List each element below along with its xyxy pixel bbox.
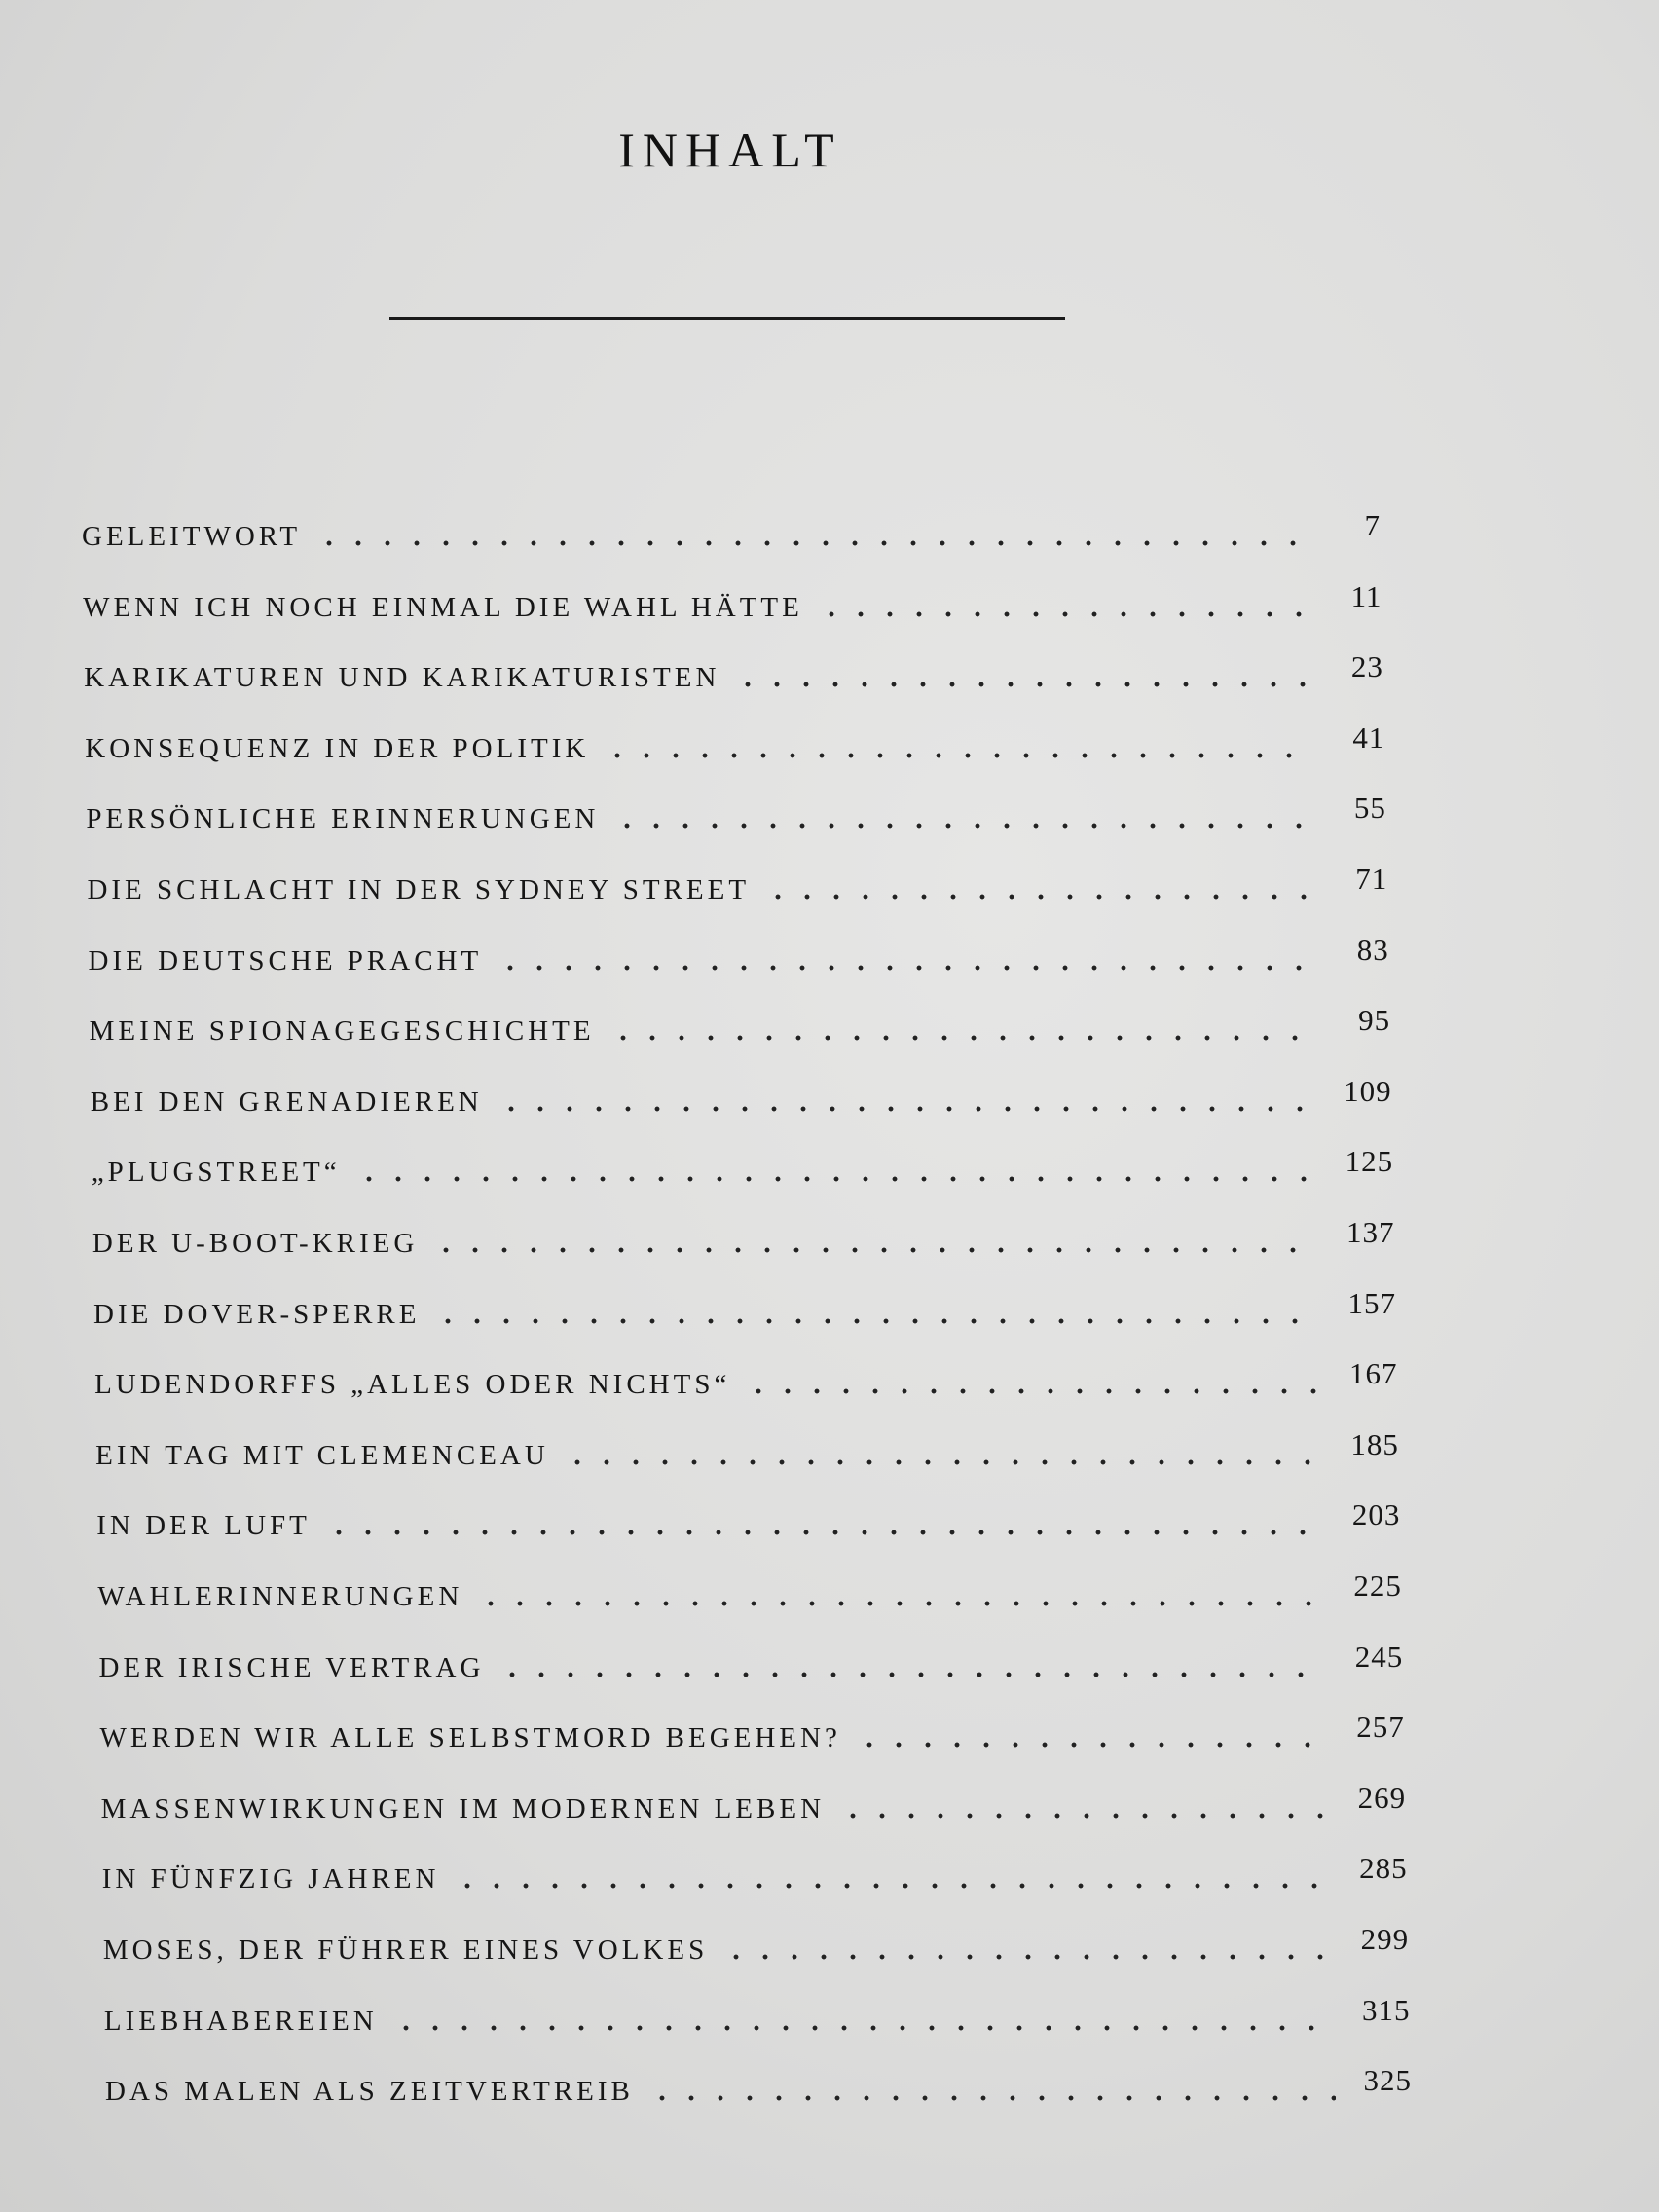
toc-entry-title: GELEITWORT bbox=[82, 521, 302, 552]
toc-entry-title: PERSÖNLICHE ERINNERUNGEN bbox=[86, 803, 600, 835]
toc-entry-page: 41 bbox=[1352, 719, 1385, 755]
toc-entry-title: DER U-BOOT-KRIEG bbox=[92, 1228, 419, 1259]
toc-entry-page: 203 bbox=[1351, 1497, 1401, 1532]
toc-entry bbox=[103, 1918, 1409, 1972]
toc-entry-title: DIE DEUTSCHE PRACHT bbox=[88, 944, 483, 977]
toc-entry-page: 125 bbox=[1345, 1144, 1394, 1179]
toc-entry-title: IN FÜNFZIG JAHREN bbox=[101, 1863, 440, 1896]
toc-entry bbox=[91, 1070, 1392, 1124]
dot-leader bbox=[603, 752, 1309, 759]
toc-entry bbox=[93, 1282, 1396, 1337]
toc-entry-title: DIE SCHLACHT IN DER SYDNEY STREET bbox=[87, 874, 751, 905]
toc-entry-page: 95 bbox=[1358, 1003, 1391, 1038]
toc-entry-title: BEI DEN GRENADIEREN bbox=[90, 1086, 483, 1118]
dot-leader bbox=[314, 539, 1305, 547]
toc-entry bbox=[105, 2059, 1412, 2114]
toc-entry-title: DAS MALEN ALS ZEITVERTREIB bbox=[105, 2076, 634, 2108]
toc-entry-page: 167 bbox=[1348, 1356, 1398, 1391]
toc-entry bbox=[100, 1706, 1405, 1760]
dot-leader bbox=[391, 2024, 1335, 2032]
toc-entry-title: MASSENWIRKUNGEN IM MODERNEN LEBEN bbox=[100, 1792, 826, 1825]
toc-entry bbox=[89, 929, 1389, 983]
toc-entry bbox=[94, 1352, 1397, 1407]
toc-entry bbox=[98, 1636, 1403, 1690]
toc-entry bbox=[95, 1423, 1399, 1478]
toc-entry-title: KONSEQUENZ IN DER POLITIK bbox=[85, 732, 590, 764]
dot-leader bbox=[647, 2094, 1336, 2102]
toc-entry-page: 71 bbox=[1355, 862, 1388, 896]
toc-entry bbox=[97, 1565, 1401, 1619]
dot-leader bbox=[612, 822, 1309, 830]
toc-entry-page: 269 bbox=[1357, 1780, 1407, 1815]
toc-entry bbox=[87, 858, 1387, 912]
toc-entry-page: 23 bbox=[1350, 649, 1383, 684]
toc-entry-title: WERDEN WIR ALLE SELBSTMORD BEGEHEN? bbox=[99, 1722, 841, 1754]
toc-entry bbox=[83, 575, 1382, 630]
toc-entry-page: 55 bbox=[1353, 791, 1386, 826]
toc-entry-title: „PLUGSTREET“ bbox=[91, 1157, 341, 1189]
toc-entry-page: 225 bbox=[1353, 1568, 1402, 1603]
toc-entry-page: 257 bbox=[1356, 1710, 1405, 1745]
toc-entry bbox=[92, 1140, 1393, 1195]
dot-leader bbox=[608, 1034, 1315, 1042]
dot-leader bbox=[855, 1741, 1329, 1749]
toc-entry bbox=[84, 645, 1383, 700]
toc-entry-page: 245 bbox=[1354, 1639, 1404, 1674]
toc-entry-title: KARIKATUREN UND KARIKATURISTEN bbox=[84, 662, 720, 694]
toc-entry-title: WAHLERINNERUNGEN bbox=[97, 1581, 463, 1612]
toc-entry bbox=[90, 999, 1391, 1053]
toc-entry bbox=[101, 1777, 1407, 1831]
toc-entry-page: 185 bbox=[1350, 1426, 1399, 1461]
dot-leader bbox=[497, 1105, 1316, 1113]
toc-entry-title: LUDENDORFFS „ALLES ODER NICHTS“ bbox=[94, 1369, 731, 1401]
toc-entry-page: 7 bbox=[1364, 508, 1381, 542]
page-title: INHALT bbox=[618, 123, 842, 177]
dot-leader bbox=[476, 1600, 1326, 1607]
toc-entry-title: IN DER LUFT bbox=[96, 1510, 311, 1542]
dot-leader bbox=[721, 1953, 1333, 1961]
dot-leader bbox=[733, 681, 1307, 688]
toc-entry-title: DER IRISCHE VERTRAG bbox=[98, 1651, 485, 1683]
toc-entry bbox=[104, 1989, 1411, 2044]
toc-entry bbox=[86, 787, 1385, 841]
toc-entry bbox=[92, 1211, 1395, 1266]
toc-entry-page: 299 bbox=[1360, 1922, 1410, 1956]
dot-leader bbox=[324, 1529, 1324, 1536]
dot-leader bbox=[563, 1458, 1323, 1466]
toc-entry-page: 285 bbox=[1359, 1851, 1408, 1886]
toc-entry bbox=[102, 1847, 1408, 1901]
toc-entry-title: LIEBHABEREIEN bbox=[103, 2005, 378, 2037]
toc-entry-title: DIE DOVER-SPERRE bbox=[93, 1298, 421, 1330]
dot-leader bbox=[763, 893, 1311, 901]
dot-leader bbox=[433, 1317, 1320, 1325]
toc-entry-page: 11 bbox=[1350, 578, 1382, 613]
toc-entry-title: MEINE SPIONAGEGESCHICHTE bbox=[89, 1015, 595, 1048]
toc-entry-title: EIN TAG MIT CLEMENCEAU bbox=[95, 1439, 549, 1471]
toc-entry-page: 157 bbox=[1347, 1285, 1396, 1320]
toc-entry-page: 325 bbox=[1363, 2063, 1412, 2098]
dot-leader bbox=[498, 1671, 1327, 1678]
toc-entry-title: MOSES, DER FÜHRER EINES VOLKES bbox=[102, 1935, 709, 1966]
dot-leader bbox=[838, 1812, 1330, 1820]
dot-leader bbox=[354, 1175, 1317, 1183]
dot-leader bbox=[431, 1246, 1318, 1254]
dot-leader bbox=[817, 610, 1307, 618]
toc-entry bbox=[82, 504, 1381, 559]
dot-leader bbox=[453, 1882, 1331, 1890]
toc-entry-page: 83 bbox=[1356, 932, 1389, 967]
toc-entry-page: 109 bbox=[1344, 1073, 1392, 1108]
toc-entry-title: WENN ICH NOCH EINMAL DIE WAHL HÄTTE bbox=[83, 591, 803, 623]
toc-entry bbox=[85, 717, 1384, 771]
dot-leader bbox=[496, 964, 1313, 972]
toc-entry-page: 137 bbox=[1346, 1215, 1395, 1249]
dot-leader bbox=[744, 1387, 1321, 1395]
toc-entry-page: 315 bbox=[1362, 1992, 1411, 2027]
toc-entry bbox=[96, 1493, 1400, 1548]
